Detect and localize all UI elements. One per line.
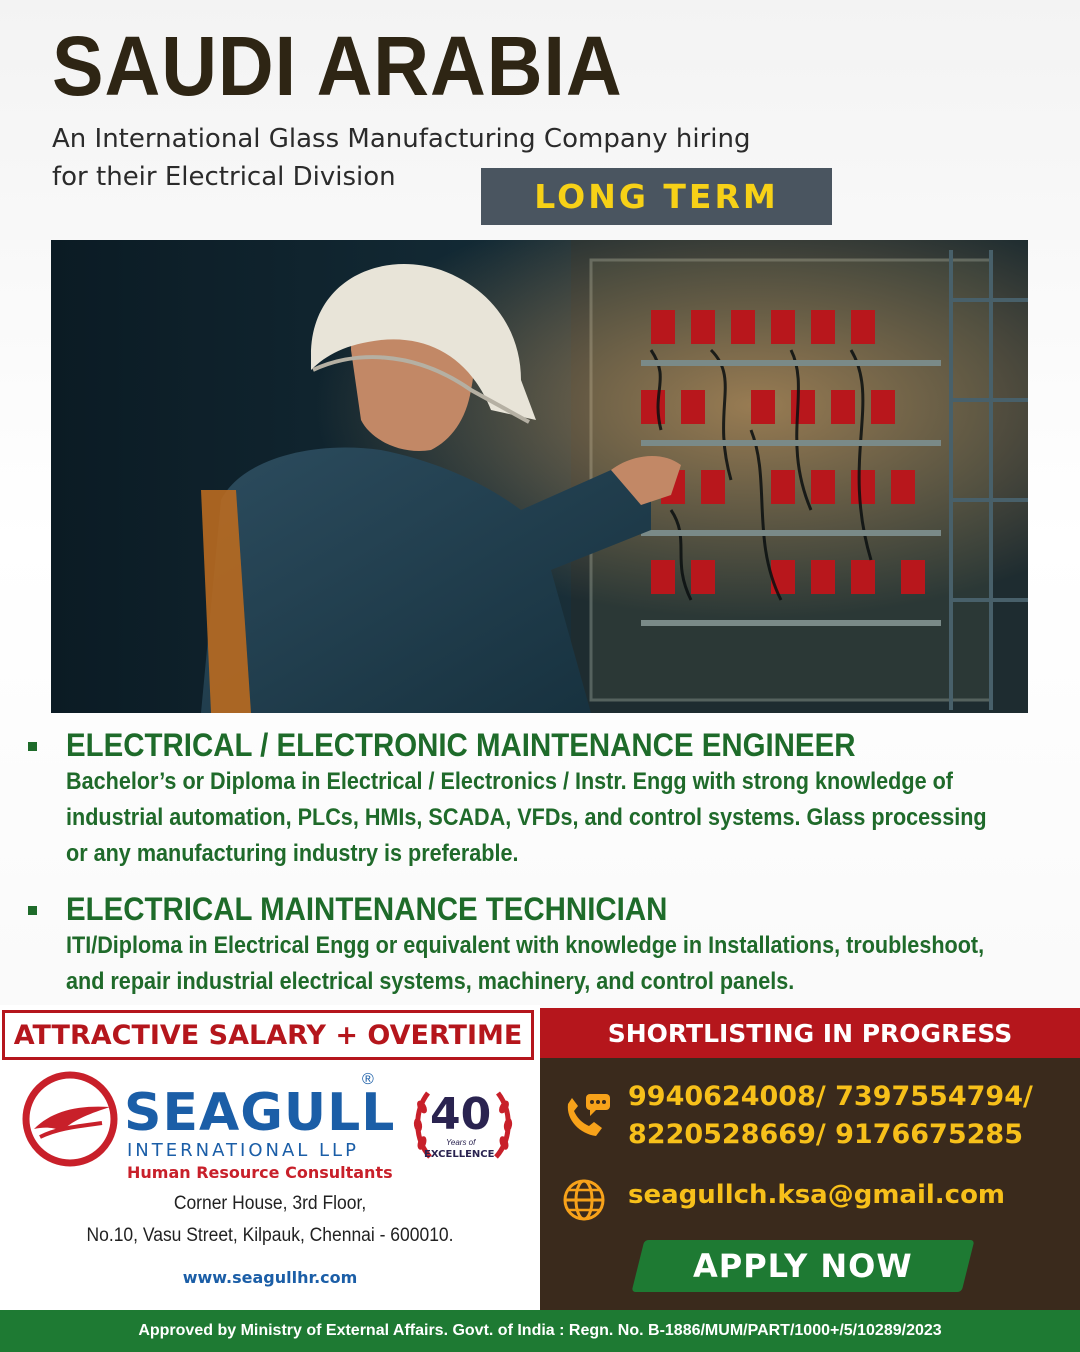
job-item-engineer [20,726,1060,872]
anniversary-years: Years of [446,1138,476,1147]
apply-now-button[interactable] [632,1240,975,1292]
subtitle-line-1: An International Glass Manufacturing Company hiring [52,124,751,154]
phone-line-2[interactable]: 8220528669/ 9176675285 [628,1119,1023,1150]
square-bullet-icon [28,906,37,915]
company-subname: INTERNATIONAL LLP [127,1140,359,1161]
approval-footer: Approved by Ministry of External Affairs. Govt. of India : Regn. No. B-1886/MUM/PART/1000+/5/10289/2023 [0,1310,1080,1352]
hero-photo-electrician [51,240,1028,713]
job-list [20,726,1060,1018]
long-term-badge: LONG TERM [481,168,832,225]
company-name: SEAGULL [124,1083,396,1143]
globe-icon [562,1178,606,1222]
phone-chat-icon [560,1090,612,1142]
subtitle-line-2: for their Electrical Division [52,162,396,192]
anniversary-number: 40 [430,1089,492,1140]
phone-numbers[interactable] [628,1078,1033,1154]
company-tagline: Human Resource Consultants [127,1163,393,1182]
job-description: Bachelor’s or Diploma in Electrical / Electronics / Instr. Engg with strong knowledge of industrial automation, PLCs, HMIs, SCADA, VFDs, and control systems. Glass processing or any manufacturing industry is preferable. [66,768,987,867]
address-line-2: No.10, Vasu Street, Kilpauk, Chennai - 600010. [86,1225,454,1246]
job-title: ELECTRICAL MAINTENANCE TECHNICIAN [66,891,668,927]
job-item-technician [20,890,1060,1000]
shortlisting-heading: SHORTLISTING IN PROGRESS [540,1008,1080,1058]
anniversary-badge [408,1083,518,1173]
seagull-logo-icon [22,1071,118,1167]
job-description: ITI/Diploma in Electrical Engg or equivalent with knowledge in Installations, troubleshoot, and repair industrial electrical systems, machinery, and control panels. [66,932,985,995]
square-bullet-icon [28,742,37,751]
contact-panel [540,1008,1080,1310]
email-link[interactable]: seagullch.ksa@gmail.com [628,1180,1006,1210]
address-line-1: Corner House, 3rd Floor, [173,1193,367,1214]
job-title: ELECTRICAL / ELECTRONIC MAINTENANCE ENGINEER [66,727,856,763]
website-link[interactable]: www.seagullhr.com [182,1268,358,1287]
page-title: SAUDI ARABIA [52,19,623,113]
apply-now-label: APPLY NOW [693,1247,913,1285]
anniversary-label: EXCELLENCE [424,1149,495,1160]
company-panel [0,1005,540,1310]
phone-line-1[interactable]: 9940624008/ 7397554794/ [628,1081,1033,1112]
registered-mark: ® [362,1071,374,1088]
salary-banner: ATTRACTIVE SALARY + OVERTIME [2,1010,534,1060]
